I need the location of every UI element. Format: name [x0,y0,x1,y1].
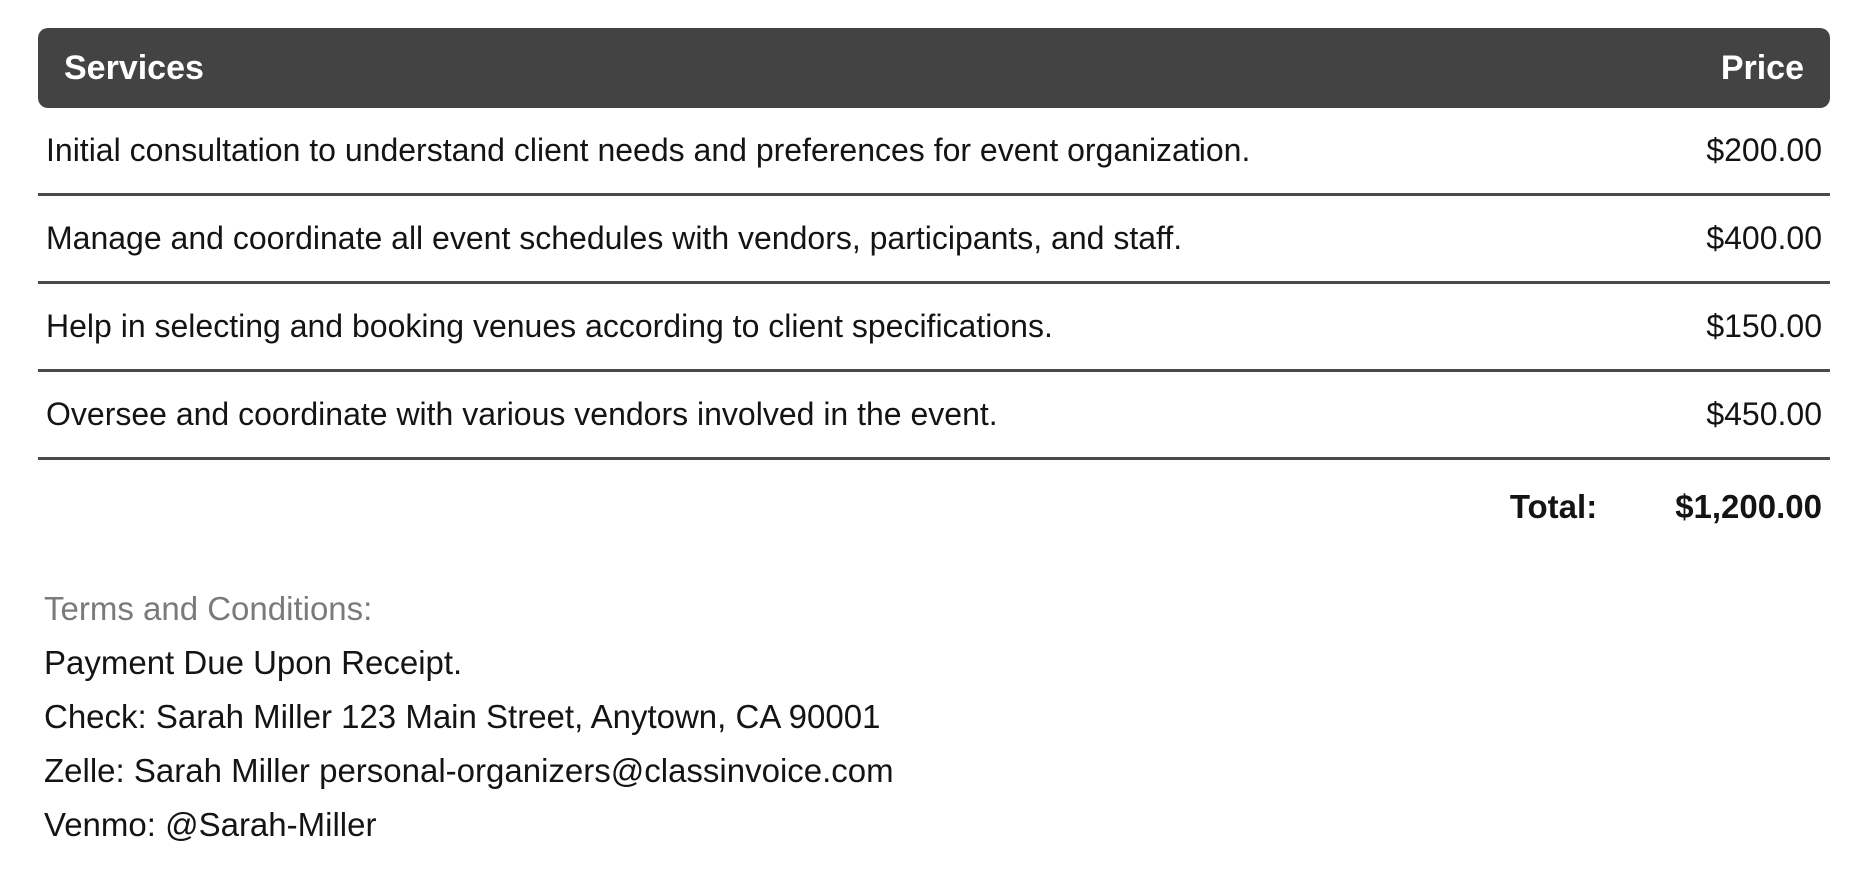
service-description: Manage and coordinate all event schedules with vendors, participants, and staff. [46,220,1183,256]
total-label: Total: [1509,488,1598,525]
table-row [38,372,1830,460]
price-column-header: Price [1720,48,1804,87]
service-price: $200.00 [1706,132,1822,168]
terms-line-venmo: Venmo: @Sarah-Miller [44,806,377,843]
terms-line-zelle: Zelle: Sarah Miller personal-organizers@classinvoice.com [44,752,894,789]
total-row [38,460,1830,554]
invoice-page [0,28,1868,870]
table-row [38,196,1830,284]
service-description: Help in selecting and booking venues according to client specifications. [46,308,1053,344]
total-value: $1,200.00 [1675,488,1822,525]
services-table [38,28,1830,554]
service-description: Initial consultation to understand client needs and preferences for event organization. [46,132,1251,168]
service-price: $150.00 [1706,308,1822,344]
terms-section [44,582,1830,852]
table-row [38,108,1830,196]
terms-line-check: Check: Sarah Miller 123 Main Street, Anytown, CA 90001 [44,698,881,735]
terms-heading: Terms and Conditions: [44,590,373,627]
services-column-header: Services [64,48,204,87]
service-price: $400.00 [1706,220,1822,256]
terms-line-payment: Payment Due Upon Receipt. [44,644,463,681]
table-header-row [38,28,1830,108]
table-row [38,284,1830,372]
service-price: $450.00 [1706,396,1822,432]
service-description: Oversee and coordinate with various vendors involved in the event. [46,396,998,432]
